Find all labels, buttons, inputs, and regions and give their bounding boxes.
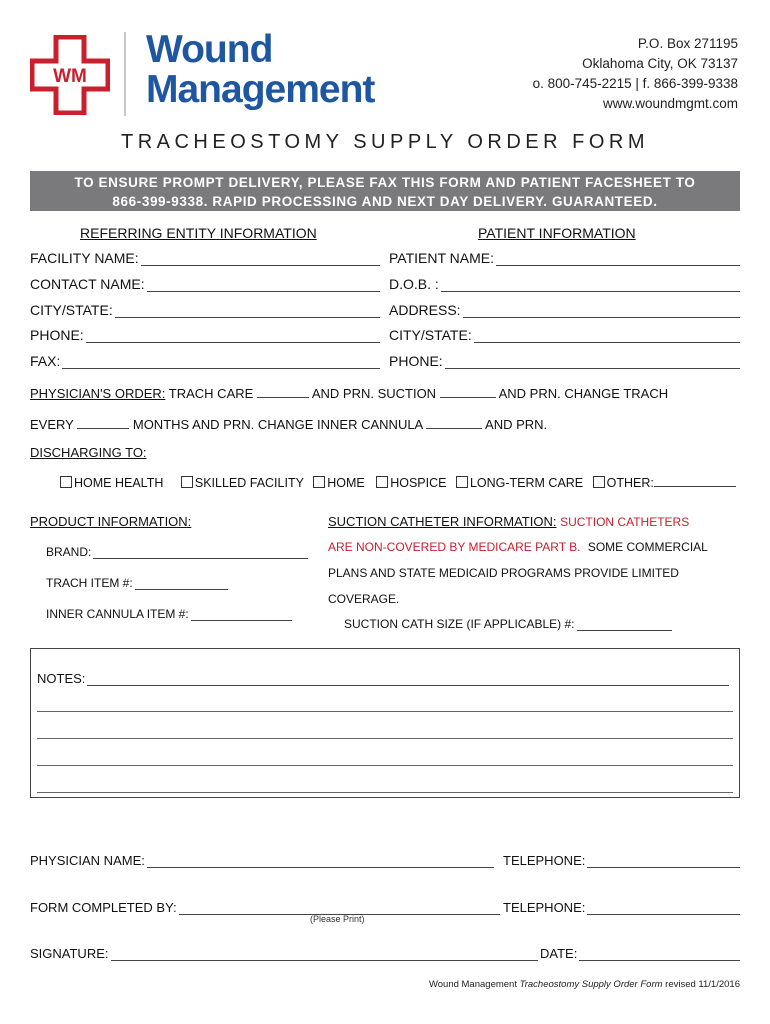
banner-line-1: TO ENSURE PROMPT DELIVERY, PLEASE FAX THIS FORM AND PATIENT FACESHEET TO: [74, 175, 696, 190]
suction-info-line-4: COVERAGE.: [328, 592, 400, 606]
discharging-options: [60, 476, 736, 490]
patient-heading: PATIENT INFORMATION: [478, 225, 636, 241]
address-city: Oklahoma City, OK 73137: [582, 56, 738, 71]
notes-line[interactable]: [37, 765, 733, 766]
date-field[interactable]: DATE:: [540, 946, 740, 961]
logo-divider: [124, 32, 126, 116]
form-title: TRACHEOSTOMY SUPPLY ORDER FORM: [120, 131, 650, 153]
address-website: www.woundmgmt.com: [602, 96, 738, 111]
notes-line[interactable]: [37, 711, 733, 712]
brand-line-1: Wound: [146, 28, 273, 71]
checkbox-long-term-care[interactable]: [456, 476, 468, 488]
physician-order-line-2: EVERY MONTHS AND PRN. CHANGE INNER CANNULA AND PRN.: [30, 417, 548, 432]
form-footer: Wound Management Tracheostomy Supply Order Form revised 11/1/2016: [428, 979, 740, 990]
suction-blank[interactable]: [440, 387, 496, 398]
dob-field[interactable]: D.O.B. :: [389, 276, 740, 292]
banner-line-2: 866-399-9338. RAPID PROCESSING AND NEXT DAY DELIVERY. GUARANTEED.: [112, 194, 658, 209]
brand-field[interactable]: BRAND:: [46, 545, 308, 559]
notes-first-line[interactable]: NOTES:: [37, 671, 729, 686]
address-phone-fax: o. 800-745-2215 | f. 866-399-9338: [532, 76, 738, 91]
checkbox-hospice[interactable]: [376, 476, 388, 488]
physician-name-field[interactable]: PHYSICIAN NAME:: [30, 853, 494, 868]
please-print-hint: (Please Print): [310, 914, 365, 924]
suction-info-line-3: PLANS AND STATE MEDICAID PROGRAMS PROVIDE LIMITED: [328, 566, 679, 580]
patient-phone-field[interactable]: PHONE:: [389, 353, 740, 369]
wound-management-logo-icon: [30, 35, 110, 115]
referring-fax-field[interactable]: FAX:: [30, 353, 380, 369]
suction-info-heading: SUCTION CATHETER INFORMATION:: [328, 514, 557, 529]
brand-line-2: Management: [146, 68, 375, 111]
brand-name: [146, 30, 374, 110]
checkbox-other[interactable]: [593, 476, 605, 488]
patient-city-state-field[interactable]: CITY/STATE:: [389, 327, 740, 343]
signature-field[interactable]: SIGNATURE:: [30, 946, 538, 961]
fax-instruction-banner: [30, 171, 740, 211]
other-blank[interactable]: [654, 476, 736, 487]
referring-phone-field[interactable]: PHONE:: [30, 327, 380, 343]
suction-cath-size-field[interactable]: SUCTION CATH SIZE (IF APPLICABLE) #:: [344, 617, 672, 631]
option-home[interactable]: HOME: [313, 476, 365, 490]
option-other[interactable]: OTHER:: [593, 476, 736, 490]
trach-item-field[interactable]: TRACH ITEM #:: [46, 576, 228, 590]
physician-order-label: PHYSICIAN'S ORDER:: [30, 386, 166, 401]
product-info-heading: PRODUCT INFORMATION:: [30, 514, 192, 529]
suction-info-line-1: SUCTION CATHETER INFORMATION: SUCTION CATHETERS: [328, 514, 690, 529]
address-po-box: P.O. Box 271195: [637, 36, 738, 51]
checkbox-home-health[interactable]: [60, 476, 72, 488]
referring-heading: REFERRING ENTITY INFORMATION: [80, 225, 317, 241]
referring-city-state-field[interactable]: CITY/STATE:: [30, 302, 380, 318]
option-long-term-care[interactable]: LONG-TERM CARE: [456, 476, 583, 490]
logo-text: WM: [53, 66, 87, 87]
inner-cannula-item-field[interactable]: INNER CANNULA ITEM #:: [46, 607, 292, 621]
patient-name-field[interactable]: PATIENT NAME:: [389, 250, 740, 266]
checkbox-home[interactable]: [313, 476, 325, 488]
inner-cannula-blank[interactable]: [426, 418, 482, 429]
completer-telephone-field[interactable]: TELEPHONE:: [503, 900, 740, 915]
contact-name-field[interactable]: CONTACT NAME:: [30, 276, 380, 292]
facility-name-field[interactable]: FACILITY NAME:: [30, 250, 380, 266]
option-hospice[interactable]: HOSPICE: [376, 476, 446, 490]
notes-line[interactable]: [37, 792, 733, 793]
patient-address-field[interactable]: ADDRESS:: [389, 302, 740, 318]
option-skilled-facility[interactable]: SKILLED FACILITY: [181, 476, 304, 490]
change-trach-months-blank[interactable]: [77, 418, 129, 429]
company-address: [533, 34, 738, 114]
form-completed-by-field[interactable]: FORM COMPLETED BY:: [30, 900, 500, 915]
notes-box[interactable]: [30, 648, 740, 798]
option-home-health[interactable]: HOME HEALTH: [60, 476, 163, 490]
physician-order-line-1: PHYSICIAN'S ORDER: TRACH CARE AND PRN. SUCTION AND PRN. CHANGE TRACH: [30, 386, 669, 401]
discharging-label: DISCHARGING TO:: [30, 445, 147, 460]
checkbox-skilled-facility[interactable]: [181, 476, 193, 488]
suction-info-line-2: ARE NON-COVERED BY MEDICARE PART B. SOME COMMERCIAL: [328, 540, 708, 554]
trach-care-blank[interactable]: [257, 387, 309, 398]
physician-telephone-field[interactable]: TELEPHONE:: [503, 853, 740, 868]
notes-line[interactable]: [37, 738, 733, 739]
